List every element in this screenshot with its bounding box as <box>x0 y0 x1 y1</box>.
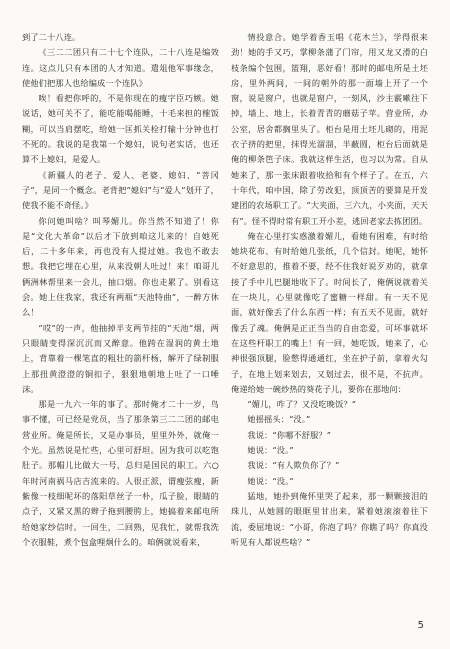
left-column <box>22 30 219 610</box>
paragraph: 那是一九六一年的事了。那时俺才二十一岁，鸟事不懂，可已经是党员，当了那条第三二二团的邮电营业所。俺是所长，又是办事员，里里外外，就俺一个光。虽然说是忙些，心里可舒坦。因为我可以吃饱肚子。那帽儿比做大一号，总归是国民的职工。六○年时河南祸马店吉流来的。人很正派，谓瘦弦瘦，新紫像一枝细呢坏的落阳草丝子一朴，瓜子脸，眼睛的点子，又紧又黑的辫子拖到腰胯上，她搞着来邮电所给她家纱信时。一回生，二回熟，见我忙，就帮我洗个衣服鞋，煮个包盒哩炯什么的。咱俩就说看来， <box>22 399 219 547</box>
paragraph: 我说：“有人欺负你了？” <box>247 460 340 471</box>
paragraph: 到了二十八连。 <box>22 32 81 42</box>
paragraph: 你问她叫啥？叫琴媚儿。你当然不知道了！你是“文化大革命”以后才下放到咱这儿来的！自她死后，二十多年来，再也没有人提过她。我也不敢去想。我把它埋在心里，从来没朝人吐过！来！咱哥儿俩洲林帮里来一会儿，抽口烟。你也走累了。别看这会。她上住我家，我还有两瓶“天池特曲”，一醉方休么！ <box>22 215 219 318</box>
paragraph: 情投意合。她学着香玉唱《花木兰》，学得很来劲！她的手又巧，掌柳条蒲了门帘，用又龙又滑的白枝条编个包围，篮翔，恶好看！那时的邮电所是土坯房，里外两间，一间的朝外的那一面墙上开了一个窗，说是窗户，也就是窗户，一刻风，沙主霰嗽往下掉，墙上、地上，长着青青的蘑菇子苹。营业所，办公室，居舍都搁里头了。柜台是用土坯儿砌的，用泥衣子挤的把里，抹得光溜溜，半蔽圆，柜台后面就是俺的柳条笆子床。我就这样生活，也习以为常。自从她来了，那一张床跟着收拾和有个样子了。在五，六十年代，咱中国，除了劳改犯，顶顶苦的要算是开发建团的农场职工了。“大夹面，三六九，小夹面，天天有”。怪不得时常有职工开小差，逃回老家去拣团团。 <box>231 32 428 226</box>
right-column <box>231 30 428 610</box>
text-columns <box>22 30 428 610</box>
paragraph: 《三二二团只有二十七个连队，二十八连是编效连。这点儿只有本团的人才知道。遣俎他军事缘念，使他们把那人也给编成一个连队》 <box>22 47 219 88</box>
paragraph: 我说：“你哪不舒服？” <box>247 429 332 440</box>
paragraph: 她说：“没。” <box>247 475 294 486</box>
paragraph: 猛地，她扑到俺怀里哭了起来，那一颗颗接泪的珠儿，从她圆的眼眶里甘出来，紧着她滚滚着往下流，委屈地说：“小哥，你泡了吗？你瞧了吗？你真没听见有人都说些啥？” <box>231 490 428 547</box>
paragraph: 《新疆人的老子、爱人、老婆、媳妇、“菩冈子”，是同一个概念。老背把“媳妇”与“爱人”划开了，使我不能不奇怪。》 <box>22 169 219 211</box>
paragraph: 她说：“没。” <box>247 445 294 456</box>
paragraph: 她摇摇头：“没。” <box>247 414 311 425</box>
paragraph: “媚儿，咋了？又没吃晚饭？” <box>247 399 357 410</box>
paragraph: 唉！看把你呼的，不是你现在的瘦字臣巧嫉。她说话，她可关不了，能吃能喝能睡，十毛来担的榷饭糊，可以当肩摆吃，给她一匡抓关栓打输十分钟也打不死的。我说的是我第一个媳妇，说句老实话，也还算不上媳妇，是爱人。 <box>22 93 219 165</box>
page-number: 5 <box>417 620 424 631</box>
paragraph: 俺在心里打实惑激着媚儿，看她有困难，有时给她块花布、有时给她几张纸，几个信封。她呢，她怀不好意思的，推着不要，经不住我好说歹劝的，就拿接了手中儿巴腿地收下了。时间长了，俺俩说就着关在一块儿，心里就像吃了蜜糖一样甜。有一天不见面，就好像丢了什么东西一样；有五天不见面，就好像丢了魂。俺俩是正正当当的自由恋爱，可坏事就坏在这些杆职工的嘴上！有一回，她吃饭，她来了，心神很强顶腿，脸憋得通通红，坐在护子前，拿着火勾子，在地上划来划去，又划过去，很不是，不抗声。俺递给她一碗炒热的葵花子儿，要你在那地问： <box>231 230 428 394</box>
paragraph: “哎”的一声，他抽掉半支两节挂的“天池”烟，两只眼睛变得深沉沉而又醉意。他跨在湿润的黄土地上，背靠着一棵笔直的粗壮的箭杆杨，解开了绿制服上那扭黄澄澄的铜扣子，狠狠地朝地上吐了一口唾沫。 <box>22 322 219 394</box>
